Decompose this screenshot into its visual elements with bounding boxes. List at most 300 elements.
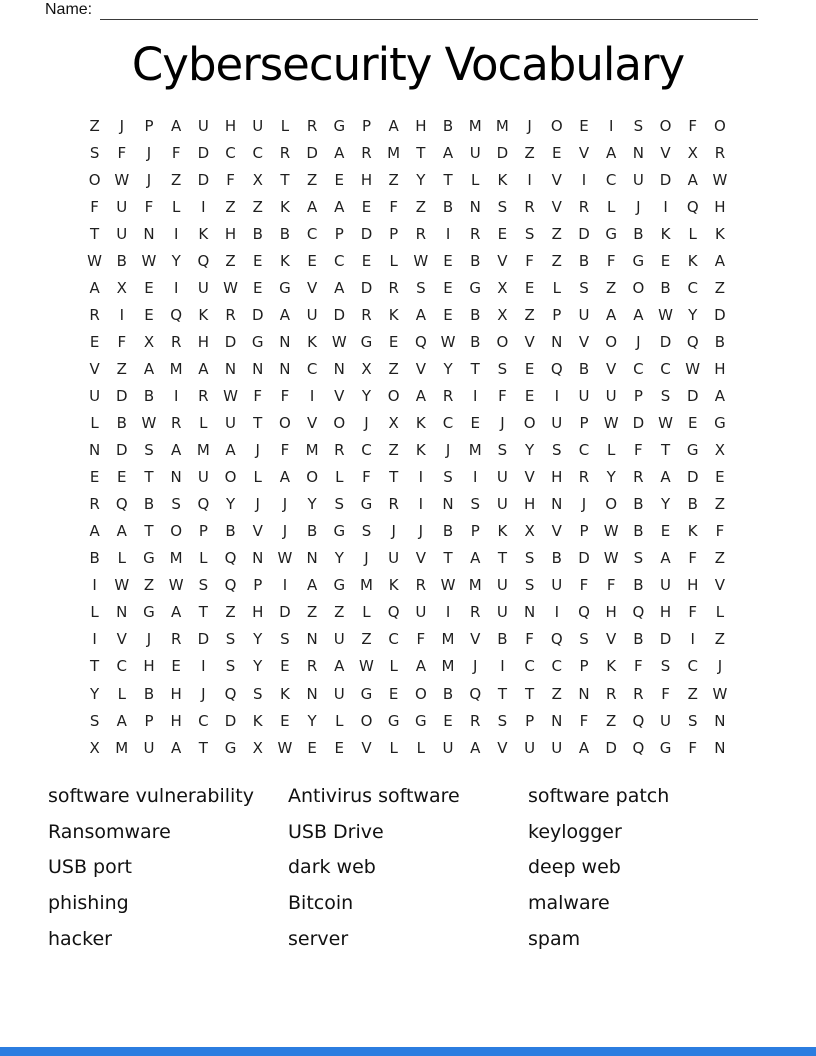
grid-letter: V	[578, 143, 590, 162]
grid-letter: V	[415, 359, 426, 378]
grid-letter: I	[473, 468, 478, 487]
grid-letter: B	[89, 549, 100, 568]
grid-letter: R	[415, 576, 427, 595]
grid-letter: M	[169, 549, 183, 568]
grid-letter: U	[524, 738, 536, 757]
grid-letter: M	[468, 441, 482, 460]
grid-letter: H	[170, 684, 182, 703]
grid-letter: T	[280, 170, 290, 189]
grid-letter: R	[578, 197, 590, 216]
grid-letter: C	[578, 441, 590, 460]
grid-letter: U	[388, 549, 400, 568]
grid-letter: B	[633, 576, 644, 595]
grid-letter: B	[687, 495, 698, 514]
grid-letter: V	[714, 576, 726, 595]
grid-letter: A	[633, 305, 644, 324]
grid-letter: K	[198, 224, 209, 243]
grid-letter: O	[414, 684, 427, 703]
grid-letter: D	[224, 711, 237, 730]
grid-letter: L	[416, 738, 426, 757]
grid-letter: V	[306, 414, 318, 433]
grid-letter: Y	[443, 359, 453, 378]
grid-letter: N	[306, 630, 318, 649]
word-item: phishing	[48, 892, 129, 915]
grid-letter: D	[197, 143, 210, 162]
grid-letter: S	[497, 197, 508, 216]
grid-letter: H	[224, 224, 237, 243]
grid-letter: D	[578, 224, 590, 243]
grid-letter: T	[198, 738, 208, 757]
grid-letter: N	[714, 738, 726, 757]
grid-letter: U	[496, 576, 508, 595]
grid-letter: J	[636, 332, 641, 351]
grid-letter: Z	[714, 278, 726, 297]
grid-letter: I	[173, 224, 179, 243]
grid-letter: T	[198, 603, 208, 622]
grid-letter: T	[443, 170, 453, 189]
word-search-grid	[81, 112, 734, 761]
grid-letter: F	[688, 603, 698, 622]
grid-letter: O	[170, 522, 183, 541]
grid-letter: L	[715, 603, 725, 622]
word-item: Antivirus software	[288, 785, 460, 807]
grid-letter: L	[253, 468, 262, 487]
grid-letter: H	[687, 576, 699, 595]
grid-letter: W	[685, 359, 701, 378]
grid-letter: U	[116, 197, 128, 216]
grid-letter: G	[143, 549, 155, 568]
grid-letter: S	[470, 495, 480, 514]
grid-letter: Z	[225, 197, 236, 216]
grid-letter: S	[280, 630, 290, 649]
grid-letter: R	[170, 630, 182, 649]
grid-letter: V	[415, 549, 426, 568]
word-item: dark web	[288, 856, 376, 879]
grid-letter: K	[497, 170, 508, 189]
grid-letter: B	[143, 684, 155, 703]
grid-letter: D	[116, 441, 128, 460]
word-column	[48, 779, 254, 958]
grid-letter: I	[445, 224, 451, 243]
grid-letter: I	[527, 170, 532, 189]
grid-letter: L	[389, 251, 398, 270]
grid-letter: O	[605, 495, 618, 514]
grid-letter: U	[496, 495, 508, 514]
grid-letter: T	[389, 468, 399, 487]
grid-letter: N	[551, 332, 563, 351]
grid-letter: L	[90, 603, 99, 622]
grid-letter: U	[306, 305, 318, 324]
grid-letter: V	[551, 197, 562, 216]
grid-letter: H	[197, 332, 209, 351]
grid-letter: C	[551, 657, 563, 676]
grid-letter: K	[415, 441, 426, 460]
grid-letter: N	[279, 332, 291, 351]
grid-letter: E	[280, 657, 290, 676]
grid-letter: Q	[578, 603, 590, 622]
grid-letter: G	[224, 738, 237, 757]
grid-letter: G	[632, 251, 645, 270]
grid-letter: W	[712, 170, 728, 189]
grid-letter: V	[470, 630, 481, 649]
grid-letter: W	[658, 305, 673, 324]
grid-letter: A	[714, 386, 726, 405]
grid-letter: J	[391, 522, 396, 541]
grid-letter: R	[306, 657, 318, 676]
grid-letter: T	[470, 359, 480, 378]
grid-letter: N	[224, 359, 237, 378]
grid-letter: G	[251, 332, 264, 351]
grid-letter: N	[632, 143, 644, 162]
grid-letter: Q	[170, 305, 183, 324]
grid-letter: I	[119, 305, 124, 324]
grid-letter: G	[279, 278, 291, 297]
grid-letter: E	[443, 305, 453, 324]
grid-letter: F	[579, 576, 589, 595]
grid-letter: A	[198, 359, 209, 378]
grid-letter: W	[277, 738, 293, 757]
grid-letter: X	[524, 522, 535, 541]
grid-letter: I	[173, 386, 179, 405]
grid-letter: Y	[525, 441, 535, 460]
grid-letter: E	[361, 251, 372, 270]
grid-letter: E	[171, 657, 181, 676]
grid-letter: O	[714, 116, 726, 135]
grid-letter: E	[443, 251, 453, 270]
grid-letter: X	[687, 143, 698, 162]
word-column	[528, 779, 669, 958]
grid-letter: L	[389, 657, 398, 676]
grid-letter: B	[633, 630, 644, 649]
grid-letter: S	[579, 278, 589, 297]
grid-letter: P	[144, 116, 154, 135]
grid-letter: P	[389, 224, 399, 243]
footer-accent-bar	[0, 1047, 816, 1056]
grid-letter: H	[605, 603, 617, 622]
grid-letter: E	[687, 414, 698, 433]
grid-letter: D	[306, 143, 318, 162]
grid-letter: J	[119, 116, 124, 135]
grid-letter: S	[89, 711, 100, 730]
grid-letter: C	[633, 359, 644, 378]
grid-letter: N	[116, 603, 128, 622]
grid-letter: V	[606, 359, 617, 378]
grid-letter: W	[277, 549, 293, 568]
grid-letter: A	[660, 468, 671, 487]
grid-letter: M	[387, 143, 401, 162]
grid-letter: N	[578, 684, 590, 703]
grid-letter: W	[168, 576, 184, 595]
grid-letter: S	[171, 495, 181, 514]
grid-letter: A	[415, 657, 426, 676]
grid-letter: K	[388, 576, 399, 595]
grid-letter: P	[198, 522, 208, 541]
grid-letter: S	[497, 711, 508, 730]
grid-letter: A	[687, 170, 698, 189]
grid-letter: K	[687, 522, 698, 541]
grid-letter: G	[387, 711, 400, 730]
grid-letter: C	[660, 359, 671, 378]
grid-letter: O	[387, 386, 400, 405]
grid-letter: B	[442, 116, 454, 135]
grid-letter: V	[252, 522, 263, 541]
grid-letter: A	[606, 143, 617, 162]
grid-letter: F	[226, 170, 235, 189]
grid-letter: I	[201, 197, 206, 216]
grid-letter: T	[90, 224, 100, 243]
grid-letter: Q	[197, 495, 210, 514]
grid-letter: U	[415, 603, 427, 622]
grid-letter: L	[389, 738, 398, 757]
grid-letter: S	[144, 441, 154, 460]
grid-letter: L	[552, 278, 561, 297]
grid-letter: A	[116, 711, 127, 730]
grid-letter: T	[416, 143, 426, 162]
grid-letter: B	[225, 522, 236, 541]
grid-letter: N	[469, 197, 481, 216]
grid-letter: I	[663, 197, 668, 216]
grid-letter: R	[633, 468, 644, 487]
word-item: deep web	[528, 856, 621, 879]
grid-letter: S	[497, 441, 508, 460]
grid-letter: A	[442, 143, 454, 162]
grid-letter: A	[89, 522, 100, 541]
grid-letter: N	[88, 441, 101, 460]
grid-letter: Z	[143, 576, 155, 595]
grid-letter: W	[603, 414, 619, 433]
grid-letter: V	[606, 630, 617, 649]
grid-letter: E	[497, 224, 508, 243]
grid-letter: A	[415, 305, 426, 324]
grid-letter: C	[361, 441, 372, 460]
grid-letter: C	[116, 657, 128, 676]
grid-letter: B	[470, 332, 481, 351]
grid-letter: Q	[115, 495, 128, 514]
grid-letter: L	[90, 414, 99, 433]
grid-letter: N	[143, 224, 155, 243]
grid-letter: Y	[171, 251, 181, 270]
grid-letter: E	[307, 738, 317, 757]
grid-letter: Y	[334, 549, 344, 568]
grid-letter: U	[252, 116, 264, 135]
word-item: server	[288, 927, 349, 950]
grid-letter: U	[197, 278, 209, 297]
grid-letter: T	[144, 468, 154, 487]
word-column	[288, 779, 460, 958]
grid-letter: Y	[307, 711, 317, 730]
grid-letter: U	[197, 468, 209, 487]
grid-letter: O	[360, 711, 373, 730]
grid-letter: A	[415, 386, 426, 405]
grid-letter: E	[117, 468, 127, 487]
grid-letter: S	[252, 684, 263, 703]
grid-letter: H	[523, 495, 536, 514]
grid-letter: D	[197, 630, 210, 649]
grid-letter: Z	[89, 116, 100, 135]
grid-letter: G	[333, 522, 346, 541]
grid-letter: J	[717, 657, 723, 676]
grid-letter: R	[714, 143, 726, 162]
grid-letter: D	[116, 386, 128, 405]
grid-letter: U	[551, 576, 563, 595]
grid-letter: O	[632, 278, 645, 297]
word-item: hacker	[48, 927, 112, 950]
grid-letter: K	[714, 224, 725, 243]
grid-letter: E	[660, 251, 671, 270]
grid-letter: R	[605, 684, 617, 703]
grid-letter: S	[660, 657, 671, 676]
grid-letter: D	[224, 332, 237, 351]
grid-letter: Z	[306, 603, 318, 622]
grid-letter: U	[333, 684, 345, 703]
grid-letter: S	[633, 116, 644, 135]
grid-letter: I	[92, 576, 97, 595]
grid-letter: B	[143, 386, 155, 405]
grid-letter: O	[550, 116, 563, 135]
grid-letter: D	[251, 305, 264, 324]
grid-letter: T	[525, 684, 535, 703]
grid-letter: N	[252, 359, 264, 378]
grid-letter: G	[360, 495, 373, 514]
grid-letter: Q	[469, 684, 482, 703]
grid-letter: C	[687, 278, 698, 297]
grid-letter: R	[334, 441, 345, 460]
grid-letter: B	[578, 251, 590, 270]
grid-letter: E	[144, 305, 154, 324]
grid-letter: Z	[415, 197, 426, 216]
grid-letter: Y	[416, 170, 426, 189]
grid-letter: Y	[660, 495, 671, 514]
grid-letter: X	[252, 170, 263, 189]
grid-letter: U	[225, 414, 237, 433]
grid-letter: L	[471, 170, 480, 189]
grid-letter: Z	[551, 224, 562, 243]
grid-letter: V	[306, 278, 318, 297]
grid-letter: V	[551, 170, 562, 189]
grid-letter: W	[413, 251, 429, 270]
grid-letter: U	[605, 386, 617, 405]
grid-letter: B	[442, 197, 454, 216]
grid-letter: O	[279, 414, 291, 433]
grid-letter: X	[116, 278, 127, 297]
grid-letter: M	[305, 441, 319, 460]
grid-letter: N	[442, 495, 454, 514]
grid-letter: A	[225, 441, 236, 460]
grid-letter: X	[497, 305, 508, 324]
grid-letter: N	[279, 359, 291, 378]
grid-letter: O	[333, 414, 346, 433]
grid-letter: M	[441, 657, 455, 676]
grid-letter: L	[335, 711, 344, 730]
grid-letter: I	[445, 603, 451, 622]
page-title: Cybersecurity Vocabulary	[131, 38, 685, 91]
grid-letter: I	[581, 170, 587, 189]
grid-letter: E	[443, 278, 453, 297]
grid-letter: Z	[714, 495, 726, 514]
grid-letter: F	[688, 549, 698, 568]
grid-letter: Q	[197, 251, 210, 270]
grid-letter: N	[252, 549, 264, 568]
grid-letter: Q	[686, 197, 699, 216]
grid-letter: U	[578, 305, 590, 324]
grid-letter: X	[143, 332, 155, 351]
grid-letter: K	[415, 414, 426, 433]
grid-letter: L	[688, 224, 697, 243]
grid-letter: Z	[524, 305, 535, 324]
grid-letter: T	[90, 657, 100, 676]
grid-letter: P	[579, 414, 589, 433]
grid-letter: W	[141, 414, 157, 433]
grid-letter: S	[89, 143, 100, 162]
grid-letter: D	[686, 386, 699, 405]
grid-letter: L	[606, 197, 616, 216]
grid-letter: A	[171, 738, 182, 757]
grid-letter: H	[143, 657, 155, 676]
grid-letter: W	[603, 549, 619, 568]
grid-letter: K	[307, 332, 318, 351]
grid-letter: C	[442, 414, 454, 433]
grid-letter: K	[279, 684, 290, 703]
grid-letter: R	[306, 116, 318, 135]
grid-letter: Q	[224, 684, 237, 703]
grid-letter: P	[470, 522, 480, 541]
grid-letter: B	[252, 224, 263, 243]
grid-letter: H	[360, 170, 373, 189]
grid-letter: Z	[388, 359, 399, 378]
grid-letter: N	[551, 711, 563, 730]
grid-letter: L	[171, 197, 181, 216]
grid-letter: W	[603, 522, 619, 541]
grid-letter: F	[606, 251, 616, 270]
grid-letter: B	[470, 251, 481, 270]
grid-letter: B	[633, 522, 644, 541]
word-item: USB port	[48, 856, 132, 879]
grid-letter: F	[280, 386, 290, 405]
grid-letter: R	[578, 468, 590, 487]
grid-letter: I	[418, 468, 424, 487]
grid-letter: A	[306, 197, 318, 216]
grid-letter: I	[690, 630, 695, 649]
grid-letter: E	[144, 278, 154, 297]
grid-letter: I	[554, 386, 559, 405]
grid-letter: L	[199, 549, 208, 568]
grid-letter: L	[199, 414, 208, 433]
grid-letter: C	[687, 657, 698, 676]
grid-letter: Q	[632, 738, 645, 757]
grid-letter: Z	[606, 711, 617, 730]
word-item: spam	[528, 927, 581, 950]
grid-letter: E	[443, 711, 453, 730]
grid-letter: H	[551, 468, 563, 487]
grid-letter: L	[335, 468, 344, 487]
grid-letter: I	[309, 386, 315, 405]
grid-letter: U	[143, 738, 155, 757]
grid-letter: M	[359, 576, 373, 595]
grid-letter: Z	[116, 359, 127, 378]
grid-letter: V	[497, 738, 508, 757]
grid-letter: Z	[388, 170, 399, 189]
grid-letter: A	[89, 278, 100, 297]
grid-letter: P	[579, 657, 589, 676]
grid-letter: E	[252, 251, 263, 270]
grid-letter: G	[714, 414, 726, 433]
grid-letter: V	[334, 386, 345, 405]
grid-letter: W	[359, 657, 374, 676]
grid-letter: D	[632, 414, 645, 433]
grid-letter: A	[306, 576, 318, 595]
grid-letter: U	[442, 738, 454, 757]
grid-letter: V	[660, 143, 671, 162]
